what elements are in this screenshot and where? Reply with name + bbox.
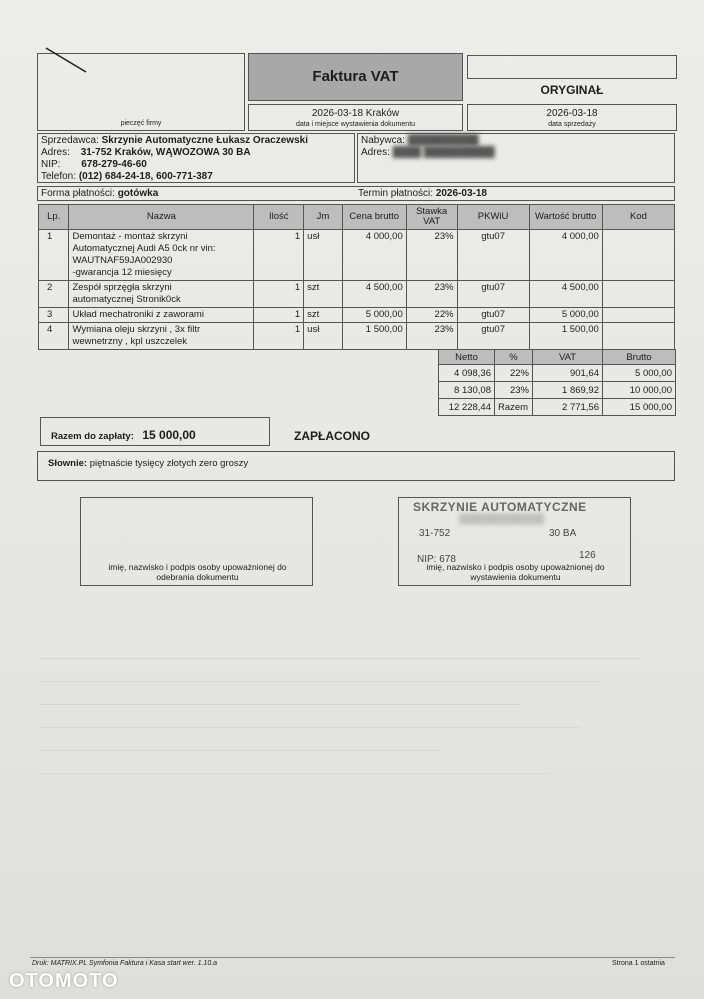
issuer-caption: imię, nazwisko i podpis osoby upoważnionej do wystawienia dokumentu: [426, 562, 605, 582]
stamp-line-2: 31-752: [419, 528, 451, 539]
buyer-name-row: [361, 135, 671, 147]
table-row: [439, 382, 676, 399]
col-price: Cena brutto: [342, 205, 406, 230]
words-label: Słownie:: [48, 458, 88, 469]
print-note: Druk: MATRIX.PL Symfonia Faktura i Kasa start wer. 1.10.a: [32, 960, 218, 967]
cell-name-line: Zespół sprzęgła skrzyni: [72, 282, 172, 293]
cell-value: 5 000,00: [529, 308, 602, 323]
cell-name-line: automatycznej Stronik0ck: [72, 294, 181, 305]
cell-name-line: wewnetrzny , kpl uszczelek: [72, 336, 188, 347]
cell-name-line: Układ mechatroniki z zaworami: [72, 309, 204, 320]
seller-address: 31-752 Kraków, WĄWOZOWA 30 BA: [80, 147, 251, 158]
cell-vat: 22%: [406, 308, 457, 323]
col-vat: Stawka VAT: [406, 205, 457, 230]
payment-due: 2026-03-18: [435, 188, 487, 199]
buyer-address-row: [361, 147, 671, 159]
sale-date: 2026-03-18: [546, 108, 598, 119]
summary-percent: 23%: [495, 382, 533, 399]
total-amount: 15 000,00: [142, 428, 196, 442]
cell-vat: 23%: [406, 230, 457, 281]
summary-vat: 901,64: [533, 365, 603, 382]
sale-date-caption: data sprzedaży: [548, 121, 596, 128]
cell-value: 4 000,00: [529, 230, 602, 281]
payment-bar: [37, 186, 675, 201]
table-row: [39, 281, 675, 308]
col-netto: Netto: [439, 350, 495, 365]
payment-due-label: Termin płatności:: [358, 188, 434, 199]
items-table: [38, 204, 675, 350]
page-number: Strona 1 ostatnia: [612, 960, 665, 967]
table-row: [39, 230, 675, 281]
col-vat-amount: VAT: [533, 350, 603, 365]
summary-brutto: 10 000,00: [603, 382, 676, 399]
cell-code: [602, 281, 674, 308]
summary-vat: 1 869,92: [533, 382, 603, 399]
items-header-row: [39, 205, 675, 230]
issuer-signature-box: [398, 497, 631, 586]
col-brutto: Brutto: [603, 350, 676, 365]
seller-phone: (012) 684-24-18, 600-771-387: [78, 171, 213, 182]
cell-price: 4 500,00: [342, 281, 406, 308]
stamp-redacted: ▒▒▒▒▒▒▒▒▒▒▒▒: [459, 514, 545, 525]
seller-box: [37, 133, 355, 183]
vat-summary-table: [438, 349, 676, 416]
total-label: Razem do zapłaty:: [51, 431, 134, 442]
original-label: ORYGINAŁ: [540, 83, 604, 97]
cell-code: [602, 308, 674, 323]
table-row: [39, 308, 675, 323]
seller-nip: 678-279-46-60: [81, 159, 147, 170]
seller-phone-label: Telefon:: [41, 171, 77, 182]
cell-code: [602, 230, 674, 281]
col-lp: Lp.: [39, 205, 69, 230]
cell-name-line: Automatycznej Audi A5 0ck nr vin:: [72, 243, 216, 254]
seller-name-row: [41, 135, 351, 147]
seller-address-row: [41, 147, 351, 159]
cell-pkwiu: gtu07: [457, 323, 529, 350]
paid-stamp: ZAPŁACONO: [294, 429, 370, 443]
cell-unit: szt: [304, 308, 343, 323]
payment-form-label: Forma płatności:: [41, 188, 115, 199]
total-box: [40, 417, 270, 446]
cell-name-line: -gwarancja 12 miesięcy: [72, 267, 172, 278]
payment-due-row: [358, 188, 487, 200]
col-code: Kod: [602, 205, 674, 230]
stamp-line-3: 30 BA: [549, 528, 577, 539]
cell-unit: szt: [304, 281, 343, 308]
watermark-logo: OTOMOTO: [9, 970, 119, 992]
buyer-label: Nabywca:: [361, 135, 405, 146]
col-pkwiu: PKWiU: [457, 205, 529, 230]
cell-pkwiu: gtu07: [457, 230, 529, 281]
cell-qty: 1: [254, 308, 304, 323]
table-row: [439, 365, 676, 382]
cell-lp: 1: [39, 230, 69, 281]
amount-in-words-box: [37, 451, 675, 481]
buyer-address-redacted: ████ ██████████: [392, 147, 495, 158]
cell-price: 5 000,00: [342, 308, 406, 323]
cell-vat: 23%: [406, 323, 457, 350]
cell-qty: 1: [254, 323, 304, 350]
col-name: Nazwa: [69, 205, 254, 230]
amount-in-words: piętnaście tysięcy złotych zero groszy: [89, 458, 249, 469]
col-value: Wartość brutto: [529, 205, 602, 230]
col-unit: Jm: [304, 205, 343, 230]
col-qty: Ilość: [254, 205, 304, 230]
cell-unit: usł: [304, 323, 343, 350]
cell-name: [69, 323, 254, 350]
seller-name: Skrzynie Automatyczne Łukasz Oraczewski: [101, 135, 308, 146]
summary-vat: 2 771,56: [533, 399, 603, 416]
cell-price: 4 000,00: [342, 230, 406, 281]
seller-nip-row: [41, 159, 351, 171]
original-box: [467, 55, 677, 79]
cell-name: [69, 230, 254, 281]
cell-value: 1 500,00: [529, 323, 602, 350]
summary-brutto: 5 000,00: [603, 365, 676, 382]
cell-pkwiu: gtu07: [457, 308, 529, 323]
cell-name-line: Wymiana oleju skrzyni , 3x filtr: [72, 324, 201, 335]
cell-name: [69, 281, 254, 308]
title-box: [248, 53, 463, 101]
summary-percent: Razem: [495, 399, 533, 416]
col-percent: %: [495, 350, 533, 365]
cell-code: [602, 323, 674, 350]
issue-date-box: [248, 104, 463, 131]
cell-value: 4 500,00: [529, 281, 602, 308]
summary-netto: 4 098,36: [439, 365, 495, 382]
seller-address-label: Adres:: [41, 147, 70, 158]
cell-name-line: Demontaż - montaż skrzyni: [72, 231, 188, 242]
receiver-caption: imię, nazwisko i podpis osoby upoważnionej do odebrania dokumentu: [108, 562, 287, 582]
cell-vat: 23%: [406, 281, 457, 308]
cell-qty: 1: [254, 230, 304, 281]
summary-netto: 12 228,44: [439, 399, 495, 416]
payment-form: gotówka: [117, 188, 159, 199]
cell-pkwiu: gtu07: [457, 281, 529, 308]
summary-percent: 22%: [495, 365, 533, 382]
seller-label: Sprzedawca:: [41, 135, 99, 146]
buyer-box: [357, 133, 675, 183]
seller-nip-label: NIP:: [41, 159, 61, 170]
seal-slash-mark: [44, 46, 94, 76]
cell-unit: usł: [304, 230, 343, 281]
table-row: [39, 323, 675, 350]
issue-date-caption: data i miejsce wystawienia dokumentu: [295, 121, 416, 128]
table-row: [439, 399, 676, 416]
stamp-line-4: NIP: 678: [417, 554, 456, 565]
seal-caption: pieczęć firmy: [120, 120, 162, 127]
cell-lp: 2: [39, 281, 69, 308]
seller-phone-row: [41, 171, 351, 183]
cell-name-line: WAUTNAF59JA002930: [72, 255, 173, 266]
issue-date: 2026-03-18 Kraków: [311, 108, 400, 119]
cell-lp: 4: [39, 323, 69, 350]
sale-date-box: [467, 104, 677, 131]
summary-brutto: 15 000,00: [603, 399, 676, 416]
summary-header-row: [439, 350, 676, 365]
company-seal-box: [37, 53, 245, 131]
receiver-signature-box: [80, 497, 313, 586]
stamp-line-5: 126: [579, 550, 596, 561]
footer-rule: [30, 957, 675, 958]
summary-netto: 8 130,08: [439, 382, 495, 399]
cell-name: [69, 308, 254, 323]
buyer-name-redacted: ██████████: [407, 135, 479, 146]
show-through-mark: [40, 640, 640, 900]
cell-lp: 3: [39, 308, 69, 323]
invoice-title: Faktura VAT: [312, 68, 399, 85]
cell-price: 1 500,00: [342, 323, 406, 350]
buyer-address-label: Adres:: [361, 147, 390, 158]
cell-qty: 1: [254, 281, 304, 308]
stamp-line-1: SKRZYNIE AUTOMATYCZNE: [413, 500, 587, 514]
